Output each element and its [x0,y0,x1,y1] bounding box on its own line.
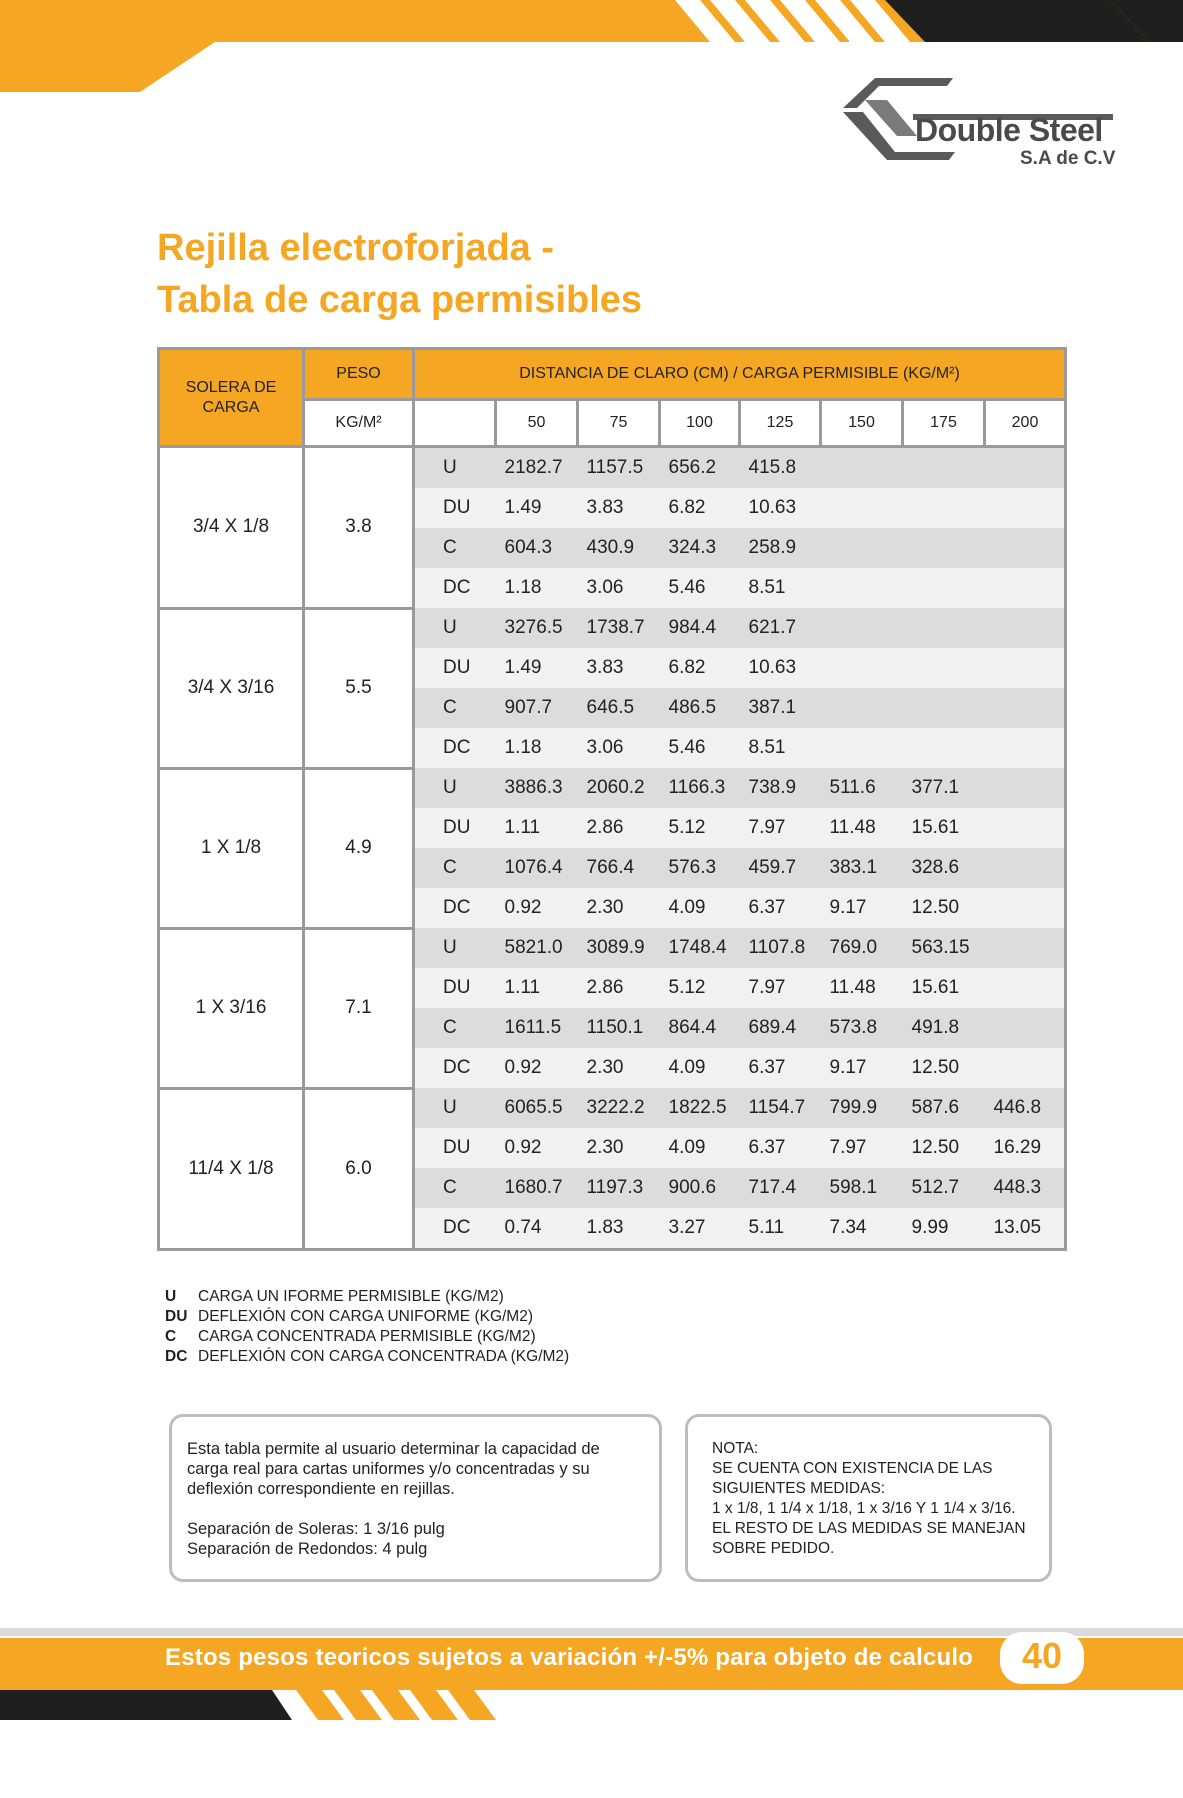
value-cell: 6.37 [740,1048,821,1088]
load-type-cell: DC [414,568,496,608]
value-cell: 5.46 [660,568,740,608]
value-cell: 324.3 [660,528,740,568]
value-cell [985,528,1066,568]
load-type-cell: C [414,1168,496,1208]
value-cell [985,968,1066,1008]
value-cell [985,888,1066,928]
value-cell: 448.3 [985,1168,1066,1208]
load-type-cell: C [414,688,496,728]
peso-cell: 6.0 [304,1088,414,1250]
value-cell: 766.4 [578,848,660,888]
value-cell: 16.29 [985,1128,1066,1168]
value-cell: 2.30 [578,1128,660,1168]
value-cell: 4.09 [660,1048,740,1088]
value-cell: 1738.7 [578,608,660,648]
value-cell: 799.9 [821,1088,903,1128]
value-cell: 576.3 [660,848,740,888]
header-blank [414,400,496,447]
value-cell: 1748.4 [660,928,740,968]
legend-text: CARGA CONCENTRADA PERMISIBLE (KG/M2) [198,1328,536,1345]
value-cell: 3.83 [578,648,660,688]
value-cell: 6.82 [660,488,740,528]
value-cell: 446.8 [985,1088,1066,1128]
value-cell: 1107.8 [740,928,821,968]
value-cell [821,568,903,608]
value-cell: 1.49 [496,488,578,528]
value-cell: 604.3 [496,528,578,568]
value-cell: 1154.7 [740,1088,821,1128]
load-type-cell: DC [414,1048,496,1088]
table-row [159,928,1066,968]
value-cell [903,648,985,688]
value-cell: 7.97 [821,1128,903,1168]
value-cell [985,608,1066,648]
value-cell: 512.7 [903,1168,985,1208]
title-line-1: Rejilla electroforjada - [157,227,555,269]
value-cell: 1076.4 [496,848,578,888]
value-cell: 3.06 [578,568,660,608]
value-cell [821,488,903,528]
value-cell: 11.48 [821,808,903,848]
value-cell: 3.83 [578,488,660,528]
value-cell: 1157.5 [578,447,660,489]
header-span: 150 [821,400,903,447]
header-span: 75 [578,400,660,447]
solera-cell: 1 X 1/8 [159,768,304,928]
logo-suffix: S.A de C.V [1020,148,1116,169]
value-cell: 2.30 [578,1048,660,1088]
value-cell: 0.74 [496,1208,578,1250]
header-solera: SOLERA DE CARGA [159,349,304,447]
legend-text: DEFLEXIÓN CON CARGA UNIFORME (KG/M2) [198,1308,534,1325]
solera-cell: 3/4 X 3/16 [159,608,304,768]
value-cell: 5.12 [660,808,740,848]
page-number: 40 [1021,1635,1063,1676]
legend-text: CARGA UN IFORME PERMISIBLE (KG/M2) [198,1288,504,1305]
value-cell: 3886.3 [496,768,578,808]
load-type-cell: U [414,608,496,648]
value-cell: 12.50 [903,1128,985,1168]
value-cell: 621.7 [740,608,821,648]
value-cell [903,688,985,728]
value-cell [903,608,985,648]
header-distancia: DISTANCIA DE CLARO (CM) / CARGA PERMISIBLE (KG/M²) [414,349,1066,400]
value-cell [985,1048,1066,1088]
note-box [685,1414,1052,1582]
value-cell: 2.86 [578,968,660,1008]
value-cell: 4.09 [660,1128,740,1168]
value-cell [985,1008,1066,1048]
info-box [169,1414,662,1582]
load-type-cell: C [414,1008,496,1048]
value-cell [985,768,1066,808]
value-cell: 5.11 [740,1208,821,1250]
solera-cell: 1 X 3/16 [159,928,304,1088]
note-line-2: 1 x 1/8, 1 1/4 x 1/18, 1 x 3/16 Y 1 1/4 x 3/16. [712,1500,1016,1517]
value-cell: 328.6 [903,848,985,888]
value-cell: 7.97 [740,968,821,1008]
value-cell: 15.61 [903,968,985,1008]
value-cell [821,608,903,648]
value-cell [985,688,1066,728]
value-cell: 491.8 [903,1008,985,1048]
load-type-cell: DU [414,968,496,1008]
value-cell: 0.92 [496,1048,578,1088]
value-cell: 3276.5 [496,608,578,648]
load-type-cell: DU [414,1128,496,1168]
value-cell: 8.51 [740,568,821,608]
value-cell: 900.6 [660,1168,740,1208]
value-cell: 587.6 [903,1088,985,1128]
header-span: 100 [660,400,740,447]
value-cell [821,648,903,688]
load-type-cell: U [414,1088,496,1128]
value-cell: 738.9 [740,768,821,808]
load-type-cell: U [414,768,496,808]
header-span: 200 [985,400,1066,447]
value-cell [985,728,1066,768]
value-cell: 1166.3 [660,768,740,808]
table-body [159,447,1066,1250]
value-cell: 258.9 [740,528,821,568]
value-cell: 13.05 [985,1208,1066,1250]
value-cell [903,728,985,768]
peso-cell: 3.8 [304,447,414,609]
title-line-2: Tabla de carga permisibles [157,279,643,321]
value-cell [985,648,1066,688]
value-cell: 12.50 [903,1048,985,1088]
value-cell: 907.7 [496,688,578,728]
value-cell: 9.17 [821,888,903,928]
value-cell: 1.18 [496,728,578,768]
table-row [159,768,1066,808]
info-sep-redondos: Separación de Redondos: 4 pulg [187,1540,428,1558]
value-cell: 2182.7 [496,447,578,489]
value-cell: 8.51 [740,728,821,768]
legend-item [165,1347,569,1367]
value-cell: 5.46 [660,728,740,768]
header-peso-unit: KG/M² [304,400,414,447]
header-span: 175 [903,400,985,447]
load-type-cell: C [414,848,496,888]
company-logo [835,70,1135,180]
header-span: 50 [496,400,578,447]
value-cell: 415.8 [740,447,821,489]
value-cell: 2.86 [578,808,660,848]
value-cell: 5821.0 [496,928,578,968]
value-cell: 3222.2 [578,1088,660,1128]
value-cell [903,447,985,489]
value-cell: 864.4 [660,1008,740,1048]
value-cell: 6.37 [740,888,821,928]
peso-cell: 5.5 [304,608,414,768]
value-cell: 6.82 [660,648,740,688]
info-description: Esta tabla permite al usuario determinar la capacidad de carga real para cartas uniformes y/o concentradas y su deflexión correspondiente en rejillas. [187,1440,600,1498]
peso-cell: 7.1 [304,928,414,1088]
note-title: NOTA: [712,1440,759,1457]
value-cell: 430.9 [578,528,660,568]
legend-key: DC [165,1348,188,1365]
peso-cell: 4.9 [304,768,414,928]
load-table [157,347,1067,1251]
value-cell [821,528,903,568]
value-cell: 598.1 [821,1168,903,1208]
value-cell: 4.09 [660,888,740,928]
value-cell: 656.2 [660,447,740,489]
value-cell: 1197.3 [578,1168,660,1208]
info-sep-soleras: Separación de Soleras: 1 3/16 pulg [187,1520,445,1538]
value-cell: 6.37 [740,1128,821,1168]
value-cell: 769.0 [821,928,903,968]
value-cell [903,488,985,528]
value-cell [985,568,1066,608]
value-cell: 6065.5 [496,1088,578,1128]
value-cell: 0.92 [496,888,578,928]
value-cell: 7.97 [740,808,821,848]
value-cell: 689.4 [740,1008,821,1048]
value-cell [985,447,1066,489]
value-cell: 1680.7 [496,1168,578,1208]
load-type-cell: U [414,928,496,968]
table-row [159,608,1066,648]
value-cell: 1611.5 [496,1008,578,1048]
value-cell: 7.34 [821,1208,903,1250]
value-cell: 3.27 [660,1208,740,1250]
value-cell: 3089.9 [578,928,660,968]
table-row [159,1088,1066,1128]
value-cell [985,928,1066,968]
note-line-3: EL RESTO DE LAS MEDIDAS SE MANEJAN SOBRE PEDIDO. [712,1520,1026,1557]
value-cell [903,528,985,568]
legend-item [165,1287,569,1307]
value-cell: 486.5 [660,688,740,728]
value-cell [821,688,903,728]
load-type-cell: DU [414,488,496,528]
value-cell [985,488,1066,528]
value-cell: 717.4 [740,1168,821,1208]
value-cell: 1822.5 [660,1088,740,1128]
value-cell: 1.11 [496,968,578,1008]
value-cell [985,808,1066,848]
value-cell: 984.4 [660,608,740,648]
value-cell: 11.48 [821,968,903,1008]
value-cell: 2.30 [578,888,660,928]
legend [165,1287,569,1367]
value-cell [821,728,903,768]
value-cell [985,848,1066,888]
load-type-cell: DC [414,728,496,768]
solera-cell: 3/4 X 1/8 [159,447,304,609]
logo-name: Double Steel [915,112,1103,148]
value-cell: 387.1 [740,688,821,728]
value-cell: 383.1 [821,848,903,888]
value-cell: 563.15 [903,928,985,968]
value-cell: 9.99 [903,1208,985,1250]
load-type-cell: DU [414,648,496,688]
header-span: 125 [740,400,821,447]
value-cell: 15.61 [903,808,985,848]
legend-key: C [165,1328,177,1345]
load-type-cell: DU [414,808,496,848]
value-cell: 573.8 [821,1008,903,1048]
value-cell [821,447,903,489]
value-cell: 1.83 [578,1208,660,1250]
value-cell: 5.12 [660,968,740,1008]
header-peso: PESO [304,349,414,400]
value-cell: 10.63 [740,648,821,688]
value-cell: 377.1 [903,768,985,808]
value-cell: 1150.1 [578,1008,660,1048]
load-type-cell: C [414,528,496,568]
value-cell [903,568,985,608]
value-cell: 3.06 [578,728,660,768]
legend-key: U [165,1288,177,1305]
page-title [157,222,642,326]
value-cell: 459.7 [740,848,821,888]
legend-text: DEFLEXIÓN CON CARGA CONCENTRADA (KG/M2) [198,1348,570,1365]
value-cell: 10.63 [740,488,821,528]
value-cell: 1.11 [496,808,578,848]
footer-text: Estos pesos teoricos sujetos a variación +/-5% para objeto de calculo [165,1644,974,1671]
value-cell: 9.17 [821,1048,903,1088]
value-cell: 1.49 [496,648,578,688]
value-cell: 646.5 [578,688,660,728]
value-cell: 2060.2 [578,768,660,808]
legend-item [165,1307,569,1327]
value-cell: 511.6 [821,768,903,808]
value-cell: 12.50 [903,888,985,928]
legend-key: DU [165,1308,188,1325]
note-line-1: SE CUENTA CON EXISTENCIA DE LAS SIGUIENTES MEDIDAS: [712,1460,993,1497]
legend-item [165,1327,569,1347]
value-cell: 0.92 [496,1128,578,1168]
load-type-cell: DC [414,1208,496,1250]
value-cell: 1.18 [496,568,578,608]
load-type-cell: U [414,447,496,489]
load-type-cell: DC [414,888,496,928]
table-row [159,447,1066,489]
solera-cell: 11/4 X 1/8 [159,1088,304,1250]
